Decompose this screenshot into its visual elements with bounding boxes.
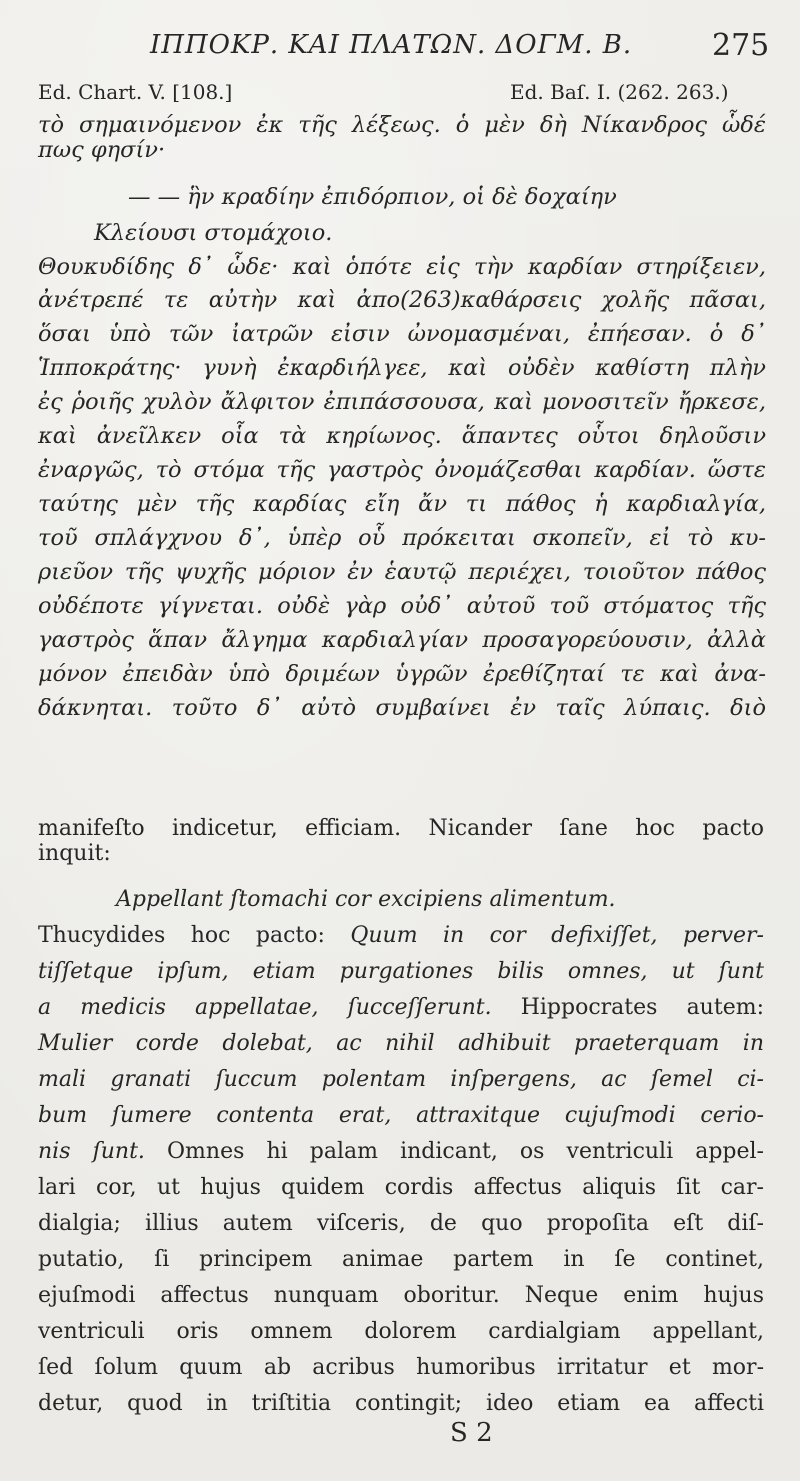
latin-line: mali granati ſuccum polentam inſpergens, ac ſemel ci-	[38, 1067, 764, 1092]
latin-line: manifeſto indicetur, efficiam. Nicander ſane hoc pacto	[38, 816, 764, 841]
greek-line: τοῦ σπλάγχνου δ᾽, ὑπὲρ οὗ πρόκειται σκοπεῖν, εἰ τὸ κυ-	[38, 525, 766, 551]
latin-line: lari cor, ut hujus quidem cordis affectus aliquis ſit car-	[38, 1175, 764, 1200]
edition-reference-basel: Ed. Baſ. I. (262. 263.)	[510, 80, 729, 104]
latin-line: tiſſetque ipſum, etiam purgationes bilis omnes, ut ſunt	[38, 959, 764, 984]
latin-line: dialgia; illius autem viſceris, de quo propoſita eſt diſ-	[38, 1211, 764, 1236]
greek-line: τὸ σημαινόμενον ἐκ τῆς λέξεως. ὁ μὲν δὴ Νίκανδρος ὧδέ	[38, 112, 766, 138]
greek-line: ριεῦον τῆς ψυχῆς μόριον ἐν ἑαυτῷ περιέχει, τοιοῦτον πάθος	[38, 559, 766, 585]
greek-line: μόνον ἐπειδὰν ὑπὸ δριμέων ὑγρῶν ἐρεθίζηταί τε καὶ ἀνα-	[38, 661, 766, 687]
greek-line: πως φησίν·	[38, 137, 166, 163]
greek-line: ὅσαι ὑπὸ τῶν ἰατρῶν εἰσιν ὠνομασμέναι, ἐπήεσαν. ὁ δ᾽	[38, 321, 766, 347]
latin-line: nis ſunt. Omnes hi palam indicant, os ventriculi appel-	[38, 1139, 764, 1164]
latin-line: ventriculi oris omnem dolorem cardialgiam appellant,	[38, 1319, 764, 1344]
greek-line: ἐναργῶς, τὸ στόμα τῆς γαστρὸς ὀνομάζεσθαι καρδίαν. ὥστε	[38, 457, 766, 483]
greek-line: ταύτης μὲν τῆς καρδίας εἴη ἄν τι πάθος ἡ καρδιαλγία,	[38, 491, 766, 517]
page-number: 275	[712, 28, 770, 63]
greek-line: οὐδέποτε γίγνεται. οὐδὲ γὰρ οὐδ᾽ αὐτοῦ τοῦ στόματος τῆς	[38, 593, 766, 619]
greek-line: δάκνηται. τοῦτο δ᾽ αὐτὸ συμβαίνει ἐν ταῖς λύπαις. διὸ	[38, 695, 766, 721]
greek-line: ἀνέτρεπέ τε αὐτὴν καὶ ἀπο(263)καθάρσεις χολῆς πᾶσαι,	[38, 287, 766, 313]
greek-verse-line: Κλείουσι στομάχοιο.	[94, 220, 333, 246]
latin-line: putatio, ſi principem animae partem in ſe continet,	[38, 1247, 764, 1272]
latin-line: Thucydides hoc pacto: Quum in cor defixiſſet, perver-	[38, 923, 764, 948]
signature-mark: S 2	[450, 1418, 493, 1448]
greek-verse-line: — — ἣν κραδίην ἐπιδόρπιον, οἱ δὲ δοχαίην	[128, 184, 617, 210]
latin-line: bum ſumere contenta erat, attraxitque cujuſmodi cerio-	[38, 1103, 764, 1128]
running-head: ΙΠΠΟΚΡ. ΚΑΙ ΠΛΑΤΩΝ. ΔΟΓΜ. Β.	[150, 30, 633, 60]
greek-line: καὶ ἀνεῖλκεν οἷα τὰ κηρίωνος. ἅπαντες οὗτοι δηλοῦσιν	[38, 423, 766, 449]
latin-verse-line: Appellant ſtomachi cor excipiens alimentum.	[116, 887, 616, 912]
latin-line: inquit:	[38, 841, 111, 866]
latin-line: Mulier corde dolebat, ac nihil adhibuit praeterquam in	[38, 1031, 764, 1056]
latin-line: ſed ſolum quum ab acribus humoribus irritatur et mor-	[38, 1355, 764, 1380]
greek-line: ἐς ῥοιῆς χυλὸν ἄλφιτον ἐπιπάσσουσα, καὶ μονοσιτεῖν ἤρκεσε,	[38, 389, 766, 415]
greek-line: γαστρὸς ἅπαν ἄλγημα καρδιαλγίαν προσαγορεύουσιν, ἀλλὰ	[38, 627, 766, 653]
latin-line: ejuſmodi affectus nunquam oboritur. Neque enim hujus	[38, 1283, 764, 1308]
edition-reference-chartier: Ed. Chart. V. [108.]	[38, 80, 233, 104]
greek-line: Θουκυδίδης δ᾽ ὧδε· καὶ ὁπότε εἰς τὴν καρδίαν στηρίξειεν,	[38, 254, 766, 280]
latin-line: detur, quod in triſtitia contingit; ideo etiam ea affecti	[38, 1391, 764, 1416]
latin-line: a medicis appellatae, ſucceſſerunt. Hippocrates autem:	[38, 995, 764, 1020]
greek-line: Ἱπποκράτης· γυνὴ ἐκαρδιήλγεε, καὶ οὐδὲν καθίστη πλὴν	[38, 355, 766, 381]
